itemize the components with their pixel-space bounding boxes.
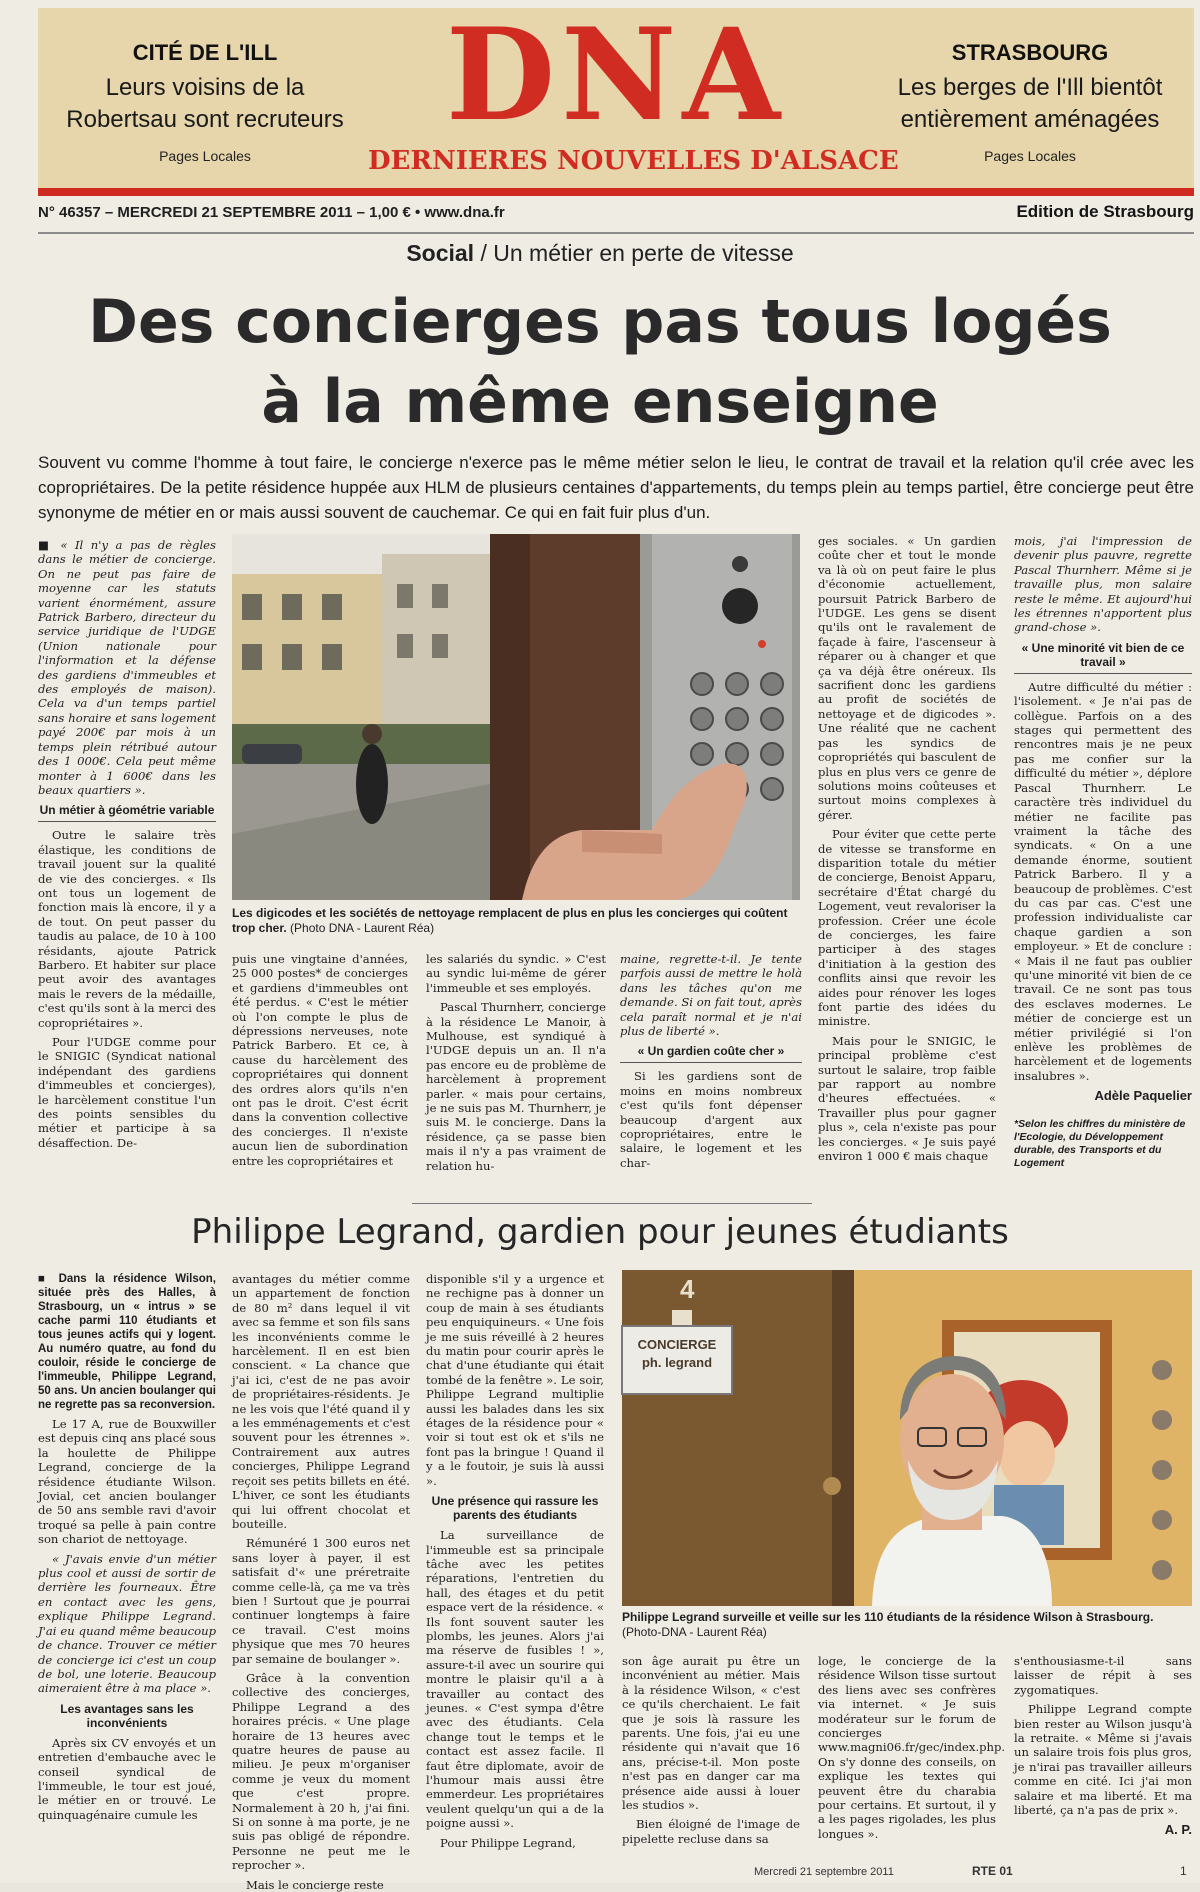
article2-column-2 xyxy=(232,1272,410,1892)
paragraph: ges sociales. « Un gardien coûte cher et tout le monde va là où on peut faire le plus d'économie actuellement, poursuit Patrick Barbero de l'UDGE. Les gens se disent qu'ils ont le ravalement de façade à faire, l'ascenseur à réparer ou à changer et que ça va déjà être onéreux. Ils sacrifient donc les gardiens au profit de sociétés de nettoyage et de digicodes ». Une réalité que ne cachent pas les syndics de copropriétés qui basculent de plus en plus vers ce genre de solutions moins coûteuses et surtout moins complexes à gérer. xyxy=(818,534,996,822)
left-teaser-line1: Leurs voisins de la xyxy=(105,74,305,101)
author-signature: Adèle Paquelier xyxy=(1094,1088,1192,1104)
footer-page-number: 1 xyxy=(1180,1864,1187,1878)
article-column-3 xyxy=(426,952,606,1178)
paragraph: loge, le concierge de la résidence Wilson tisse surtout des liens avec ses confrères via internet. « Je suis modérateur sur le forum de concierges www.magni06.fr/gec/index.php. On s'y donne des conseils, on explique les textes qui peuvent être du charabia pour certains. Et surtout, il y a les pages rigolades, les plus longues ». xyxy=(818,1654,1006,1841)
article-column-4 xyxy=(620,952,802,1178)
paragraph: son âge aurait pu être un inconvénient au métier. Mais à la résidence Wilson, « c'est ce qu'ils cherchaient. Le fait que je sois là rassure les parents. Une fois, j'ai eu une résidente qui n'avait que 16 ans, précise-t-il. Mon poste n'est pas en danger car ma présence aide aussi à louer les studios ». xyxy=(622,1654,800,1813)
paragraph: Philippe Legrand compte bien rester au Wilson jusqu'à la retraite. « Même si j'avais un salaire trois fois plus gros, je n'irai pas travailler ailleurs comme en cité. Ici j'ai mon salaire et ma liberté. Et ma liberté, ça n'a pas de prix ». xyxy=(1014,1702,1192,1818)
rubric-topic: / Un métier en perte de vitesse xyxy=(474,240,794,266)
main-headline xyxy=(40,282,1160,442)
door-sign-line2: ph. legrand xyxy=(641,1355,713,1370)
paragraph: Pour l'UDGE comme pour le SNIGIC (Syndicat national indépendant des gardiens d'immeubles et concierges), le harcèlement constitue l'un des points sensibles du métier et participe à sa désaffection. De- xyxy=(38,1035,216,1150)
door-number: 4 xyxy=(680,1274,695,1304)
article2-column-4 xyxy=(622,1654,800,1846)
intertitle: Une présence qui rassure les parents des étudiants xyxy=(431,1494,599,1523)
article2-lead: ■ Dans la résidence Wilson, située près des Halles, à Strasbourg, un « intrus » se cache parmi 110 étudiants et tous jeunes actifs qui y logent. Au numéro quatre, au fond du couloir, réside le concierge de l'immeuble, Philippe Legrand, 50 ans. Un ancien boulanger qui ne regrette pas sa reconversion. xyxy=(38,1273,216,1411)
article2-column-6 xyxy=(1014,1654,1192,1844)
paragraph: Mais le concierge reste xyxy=(246,1877,384,1892)
dna-logo: DNA xyxy=(445,1,787,149)
rubric xyxy=(0,240,1200,267)
right-teaser-line2: entièrement aménagées xyxy=(900,106,1160,133)
paragraph: Mais pour le SNIGIC, le principal problème c'est surtout le salaire, trop faible par rapport au nombre d'heures effectuées. « Travailler plus pour gagner plus », cela n'existe pas pour les concierges. « Je suis payé environ 1 000 € mais chaque xyxy=(818,1033,996,1164)
photo-digicode xyxy=(232,534,800,900)
photo-concierge-illustration xyxy=(622,1270,1192,1606)
right-teaser-kicker: STRASBOURG xyxy=(951,40,1109,65)
right-teaser-line1: Les berges de l'Ill bientôt xyxy=(897,74,1163,101)
article-lead: Souvent vu comme l'homme à tout faire, le concierge n'exerce pas le même métier selon le lieu, le contrat de travail et la relation qu'il crée avec les copropriétaires. De la petite résidence huppée aux HLM de plusieurs centaines d'appartements, du temps plein au temps partiel, être concierge peut être synonyme de métier en or mais aussi souvent de cauchemar. Ce qui en fait fuir plus d'un. xyxy=(38,453,1194,522)
intertitle: Un métier à géométrie variable xyxy=(38,803,216,822)
dna-logo-subtitle: DERNIERES NOUVELLES D'ALSACE xyxy=(368,146,899,176)
paragraph: mois, j'ai l'impression de devenir plus pauvre, regrette Pascal Thurnherr. Même si je travaille plus, mon salaire reste le même. Et aujourd'hui les étrennes n'apportent plus grand-chose ». xyxy=(1014,534,1192,635)
paragraph: maine, regrette-t-il. Je tente parfois aussi de mettre le holà dans les tâches qu'on me demande. Si on fait tout, après cela paraît normal et je n'ai plus de liberté ». xyxy=(620,952,802,1039)
photo-concierge-caption-text: Philippe Legrand surveille et veille sur les 110 étudiants de la résidence Wilson à Strasbourg. xyxy=(622,1610,1154,1624)
photo-digicode-caption-text: Les digicodes et les sociétés de nettoyage remplacent de plus en plus les concierges qui coûtent trop cher. xyxy=(232,906,788,935)
main-headline-line2: à la même enseigne xyxy=(261,367,939,437)
left-teaser-line2: Robertsau sont recruteurs xyxy=(66,106,344,133)
paragraph: Grâce à la convention collective des concierges, Philippe Legrand a des horaires précis. « Une plage horaire de 13 heures avec quatre heures de pause au milieu. Je peux m'organiser comme je veux du moment que c'est propre. Normalement à 20 h, j'ai fini. Si on sonne à ma porte, je ne suis pas obligé de répondre. Personne ne peut me le reprocher ». xyxy=(232,1670,410,1873)
masthead-separator xyxy=(38,232,1194,234)
paragraph: Pascal Thurnherr, concierge à la résidence Le Manoir, à Mulhouse, est syndiqué à l'UDGE depuis un an. Il n'a pas encore eu de problème de harcèlement à proprement parler. « mais pour certains, je ne suis pas M. Thurnherr, je suis M. le concierge. Dans la résidence, ça se passe bien mais il n'y a pas vraiment de relation hu- xyxy=(426,1000,606,1173)
author-signature: A. P. xyxy=(1164,1822,1192,1838)
paragraph: puis une vingtaine d'années, 25 000 postes* de concierges et gardiens d'immeubles ont été perdus. « C'est le métier où l'on compte le plus de dépressions nerveuses, note Patrick Barbero. Et ce, à cause du harcèlement des copropriétaires qui donnent des ordres alors qu'ils n'en ont pas le droit. C'est écrit dans la convention collective des concierges. Il n'existe aucun lien de subordination entre les copropriétaires et xyxy=(232,952,408,1168)
paragraph: Si les gardiens sont de moins en moins nombreux c'est qu'ils font dépenser beaucoup d'argent aux copropriétaires, entre le salaire, le logement et les char- xyxy=(620,1069,802,1170)
footer-date: Mercredi 21 septembre 2011 xyxy=(754,1866,894,1878)
photo-concierge-credit: (Photo-DNA - Laurent Réa) xyxy=(622,1625,767,1639)
photo-digicode-caption xyxy=(232,906,802,936)
paragraph: Le 17 A, rue de Bouxwiller est depuis cinq ans placé sous la houlette de Philippe Legrand, concierge de la résidence étudiante Wilson. Jovial, cet ancien boulanger de 50 ans semble ravi d'avoir troqué sa pelle à pain contre son chariot de nettoyage. xyxy=(38,1417,216,1547)
intertitle: « Une minorité vit bien de ce travail » xyxy=(1014,641,1192,674)
article2-column-3 xyxy=(426,1272,604,1850)
footer-page-code: RTE 01 xyxy=(972,1864,1013,1878)
paragraph: ■ « Il n'y a pas de règles dans le métier de concierge. On ne peut pas faire de moyenne car les statuts varient énormément, assure Patrick Barbero, directeur du service juridique de l'UDGE (Union nationale pour l'information et la défense des gardiens d'immeubles et des employés de maison). Cela va d'un temps partiel sans horaire et sans logement payé 200€ par mois à un temps plein rétribué autour des 1 000€. Cela peut même monter à 1 600€ dans les beaux quartiers ». xyxy=(38,538,216,797)
left-teaser-kicker: CITÉ DE L'ILL xyxy=(132,40,278,65)
footnote: *Selon les chiffres du ministère de l'Ecologie, du Développement durable, des Transports et du Logement xyxy=(1014,1117,1186,1169)
article-column-1 xyxy=(38,538,216,1178)
paragraph: Après six CV envoyés et un entretien d'embauche avec le conseil syndical de l'immeuble, le tour est joué, le métier en or trouvé. Le quinquagénaire cumule les xyxy=(38,1735,216,1822)
main-headline-line1: Des concierges pas tous logés xyxy=(88,287,1112,357)
photo-concierge xyxy=(622,1270,1192,1606)
intertitle: « Un gardien coûte cher » xyxy=(620,1044,802,1063)
door-sign xyxy=(626,1336,728,1372)
paragraph: Rémunéré 1 300 euros net sans loyer à payer, il est satisfait d'« une préretraite comme celle-là, ça me va très bien ! Surtout que je pourrai continuer longtemps à faire ce travail. C'est moins physique que mes 70 heures par semaine de boulanger ». xyxy=(232,1536,410,1666)
article-column-6 xyxy=(1014,534,1192,1184)
paragraph: avantages du métier comme un appartement de fonction de 80 m² dans lequel il vit avec sa femme et son fils sans les inconvénients comme le harcèlement. Il en est bien conscient. « La chance que j'ai ici, c'est de ne pas avoir de propriétaires-résidents. Je ne les vois que l'été quand il y a les emménagements et c'est souvent pour les étrennes ». Contrairement aux autres concierges, Philippe Legrand reçoit ses petits billets en été. L'hiver, ce sont les étudiants qui lui offrent chocolat et bouteille. xyxy=(232,1272,410,1531)
article-column-5 xyxy=(818,534,996,1178)
article2-column-1 xyxy=(38,1272,216,1832)
right-teaser-pages-locales: Pages Locales xyxy=(984,148,1076,164)
issue-line: N° 46357 – MERCREDI 21 SEPTEMBRE 2011 – 1,00 € • www.dna.fr xyxy=(38,204,505,221)
photo-concierge-caption xyxy=(622,1610,1192,1640)
paragraph: s'enthousiasme-t-il sans laisser de répit à ses zygomatiques. xyxy=(1014,1654,1192,1697)
photo-digicode-credit: (Photo DNA - Laurent Réa) xyxy=(286,921,435,935)
paragraph: « J'avais envie d'un métier plus cool et aussi de sortir de derrière les fourneaux. Être en contact avec les gens, explique Philippe Legrand. J'ai eu quand même beaucoup de chance. Trouver ce métier de concierge ici c'est un coup de bol, une loterie. Beaucoup aimeraient être à ma place ». xyxy=(38,1551,216,1696)
paragraph: Outre le salaire très élastique, les conditions de travail jouent sur la qualité de vie des concierges. « Ils ont tous un logement de fonction mais là encore, il y a de tout. On peut passer du taudis au palace, de 10 à 100 résidants, ajoute Patrick Barbero. Et habiter sur place peut avoir des avantages mais le revers de la médaille, c'est qu'ils sont à la merci des copropriétaires ». xyxy=(38,828,216,1030)
paragraph: disponible s'il y a urgence et ne rechigne pas à donner un coup de main à ses étudiants peu enquiquineurs. « Une fois je me suis réveillé à 2 heures du matin pour courir après le chat d'une étudiante qui était tombé de la fenêtre ». Le soir, Philippe Legrand multiplie aussi les balades dans les six étages de la résidence pour « voir si tout est ok et s'ils ne font pas la bringue ! Quand il y a le foutoir, je suis là aussi ». xyxy=(426,1272,604,1488)
paragraph: La surveillance de l'immeuble est sa principale tâche avec les petites réparations, l'entretien du hall, des étages et du petit espace vert de la résidence. « Ils font souvent sauter les plombs, les jeunes. Alors j'ai ma réserve de fusibles ! », assure-t-il avec un sourire qui montre le plaisir qu'il a à travailler au contact des jeunes. « C'est sympa d'être avec des étudiants. Cela change tout le temps et le contact est assez facile. Il faut être diplomate, avoir de l'humour mais aussi être emmerdeur. Les propriétaires veulent quelqu'un qui a de la poigne aussi ». xyxy=(426,1528,604,1831)
paragraph: Bien éloigné de l'image de pipelette recluse dans sa xyxy=(622,1817,800,1846)
second-headline: Philippe Legrand, gardien pour jeunes étudiants xyxy=(191,1212,1009,1252)
edition-label: Edition de Strasbourg xyxy=(1016,202,1194,221)
article-column-2 xyxy=(232,952,408,1178)
paragraph: Pour éviter que cette perte de vitesse se transforme en disparition totale du métier de concierge, Benoist Apparu, secrétaire d'État chargé du Logement, veut revaloriser la profession. Créer une école de concierges, les faire participer à des stages d'initiation à la gestion des conflits ainsi que revoir les aides pour rénover les loges font partie des idées du ministre. xyxy=(818,827,996,1029)
rubric-section: Social xyxy=(406,240,475,266)
photo-digicode-illustration xyxy=(232,534,800,900)
article2-column-5 xyxy=(818,1654,1006,1841)
section-divider xyxy=(412,1203,812,1204)
intertitle: Les avantages sans les inconvénients xyxy=(60,1701,194,1730)
paragraph: les salariés du syndic. » C'est au syndic lui-même de gérer l'immeuble et ses employés. xyxy=(426,952,606,995)
paragraph: Autre difficulté du métier : l'isolement. « Je n'ai pas de collègue. Parfois on a des stages qui permettent des rencontres mais je ne peux pas me confier sur la difficulté du métier », déplore Pascal Thurnherr. Le caractère très individuel du métier ne facilite pas vraiment la tâche des syndicats. « On a une demande énorme, soutient Patrick Barbero. Il y a beaucoup de problèmes. C'est du cas par cas. C'est une profession individualiste car chaque gardien a son employeur. » Et de conclure : « Mais il ne faut pas oublier qu'une minorité vit bien de ce travail. Ce ne sont pas tous des esclaves modernes. Le métier de concierge est un métier privilégié si l'on enlève les problèmes de harcèlement et de logements insalubres ». xyxy=(1014,679,1192,1083)
masthead-red-rule xyxy=(38,188,1194,196)
paragraph: Pour Philippe Legrand, xyxy=(440,1835,576,1850)
door-sign-line1: CONCIERGE xyxy=(637,1337,717,1352)
left-teaser-pages-locales: Pages Locales xyxy=(159,148,251,164)
